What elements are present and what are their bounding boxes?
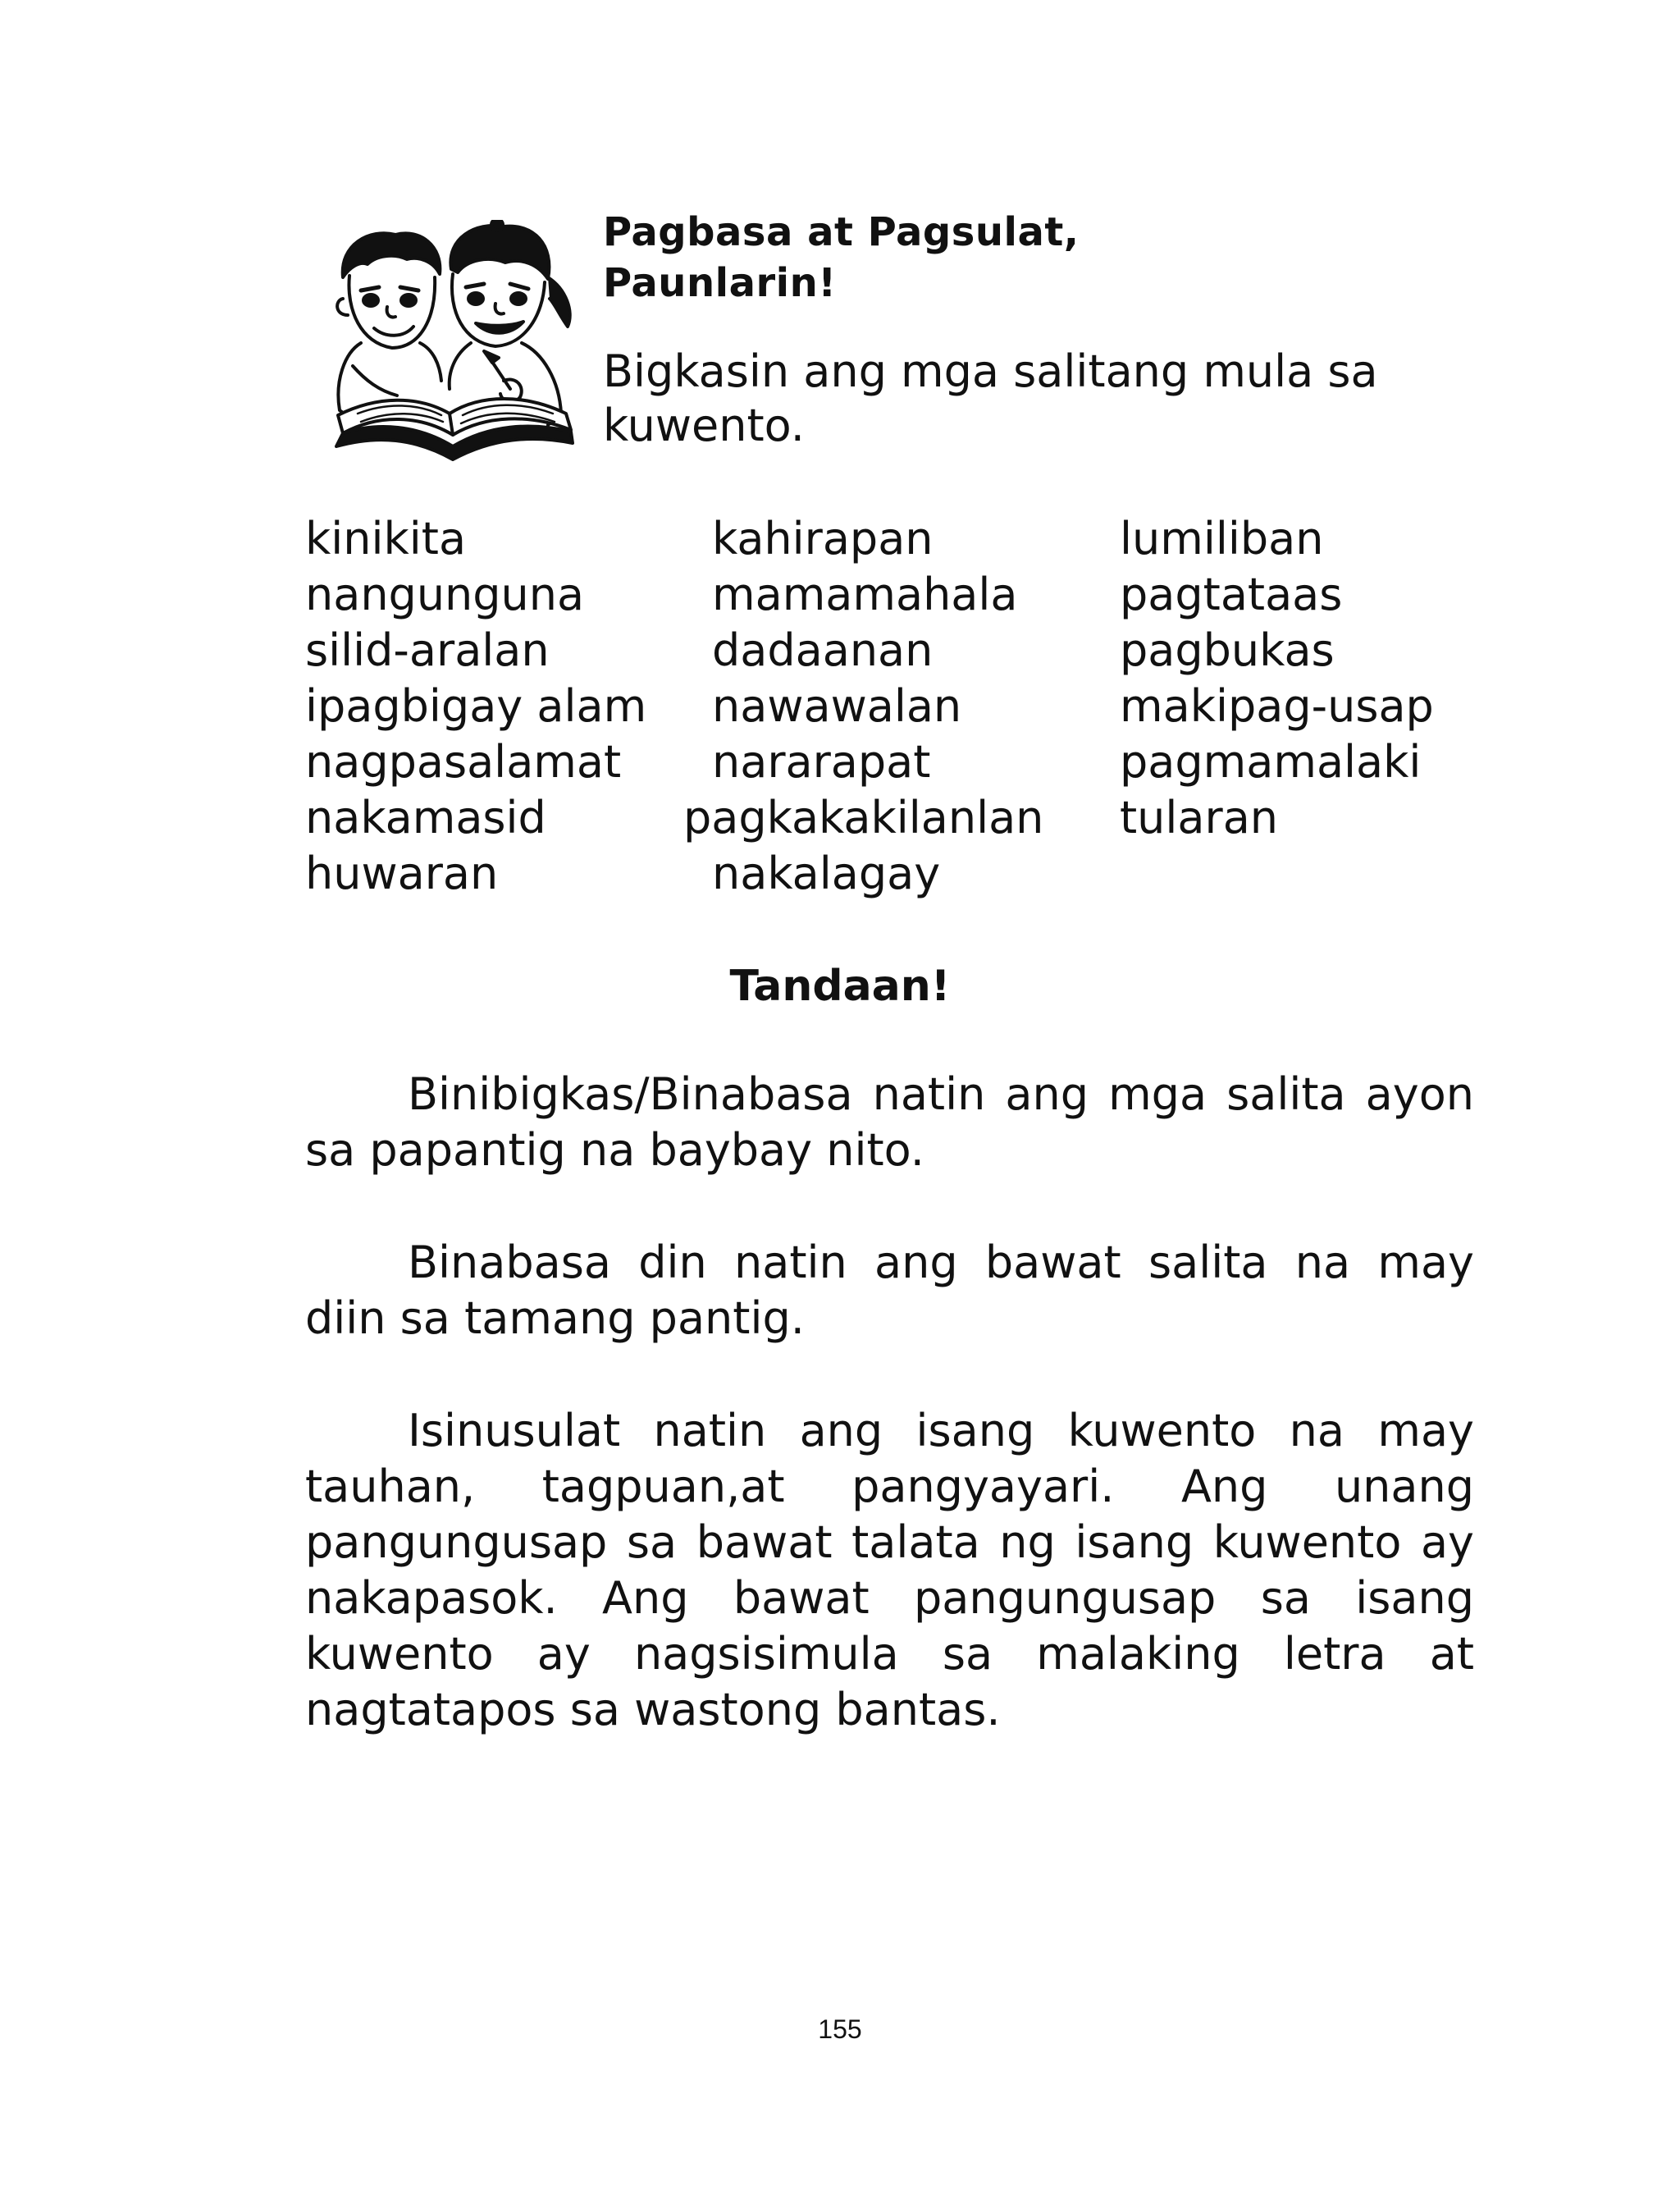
- children-reading-illustration: [328, 220, 582, 466]
- instruction-line-1: Bigkasin ang mga salitang mula sa: [603, 345, 1378, 397]
- word-item: nararapat: [712, 736, 931, 788]
- word-item: pagmamalaki: [1120, 736, 1422, 788]
- word-item: silid-aralan: [305, 624, 550, 676]
- section-title-line-1: Pagbasa at Pagsulat,: [603, 209, 1080, 255]
- tandaan-paragraph-2: Binabasa din natin ang bawat salita na may diin sa tamang pantig.: [305, 1237, 1474, 1344]
- word-item: lumiliban: [1120, 513, 1324, 565]
- word-item: mamamahala: [712, 569, 1018, 620]
- word-column-2: [683, 511, 1044, 902]
- word-item: huwaran: [305, 848, 499, 899]
- page-number: 155: [818, 2014, 862, 2044]
- word-item: nakalagay: [712, 848, 941, 899]
- tandaan-heading: Tandaan!: [729, 962, 951, 1011]
- word-column-1: [305, 511, 646, 902]
- word-item: nangunguna: [305, 569, 585, 620]
- tandaan-paragraph-1: Binibigkas/Binabasa natin ang mga salita ayon sa papantig na baybay nito.: [305, 1068, 1474, 1176]
- word-item: makipag-usap: [1120, 680, 1434, 732]
- word-item: nagpasalamat: [305, 736, 622, 788]
- word-item: nawawalan: [712, 680, 962, 732]
- instruction-line-2: kuwento.: [603, 400, 805, 451]
- word-item: kinikita: [305, 513, 467, 565]
- instruction-text: [603, 345, 1423, 453]
- word-item: pagtataas: [1120, 569, 1343, 620]
- word-item: kahirapan: [712, 513, 934, 565]
- word-item: nakamasid: [305, 792, 546, 844]
- word-column-3: [1120, 511, 1434, 846]
- word-item: ipagbigay alam: [305, 680, 647, 732]
- word-item: tularan: [1120, 792, 1279, 844]
- tandaan-paragraph-3: Isinusulat natin ang isang kuwento na may tauhan, tagpuan,at pangyayari. Ang unang pangungusap sa bawat talata ng isang kuwento ay nakapasok. Ang bawat pangungusap sa isang kuwento ay nagsisimula sa malaking letra at nagtatapos sa wastong bantas.: [305, 1405, 1474, 1735]
- section-title: [603, 207, 1080, 309]
- word-item: pagbukas: [1120, 624, 1335, 676]
- word-item: pagkakakilanlan: [683, 792, 1044, 844]
- word-item: dadaanan: [712, 624, 934, 676]
- section-title-line-2: Paunlarin!: [603, 260, 837, 306]
